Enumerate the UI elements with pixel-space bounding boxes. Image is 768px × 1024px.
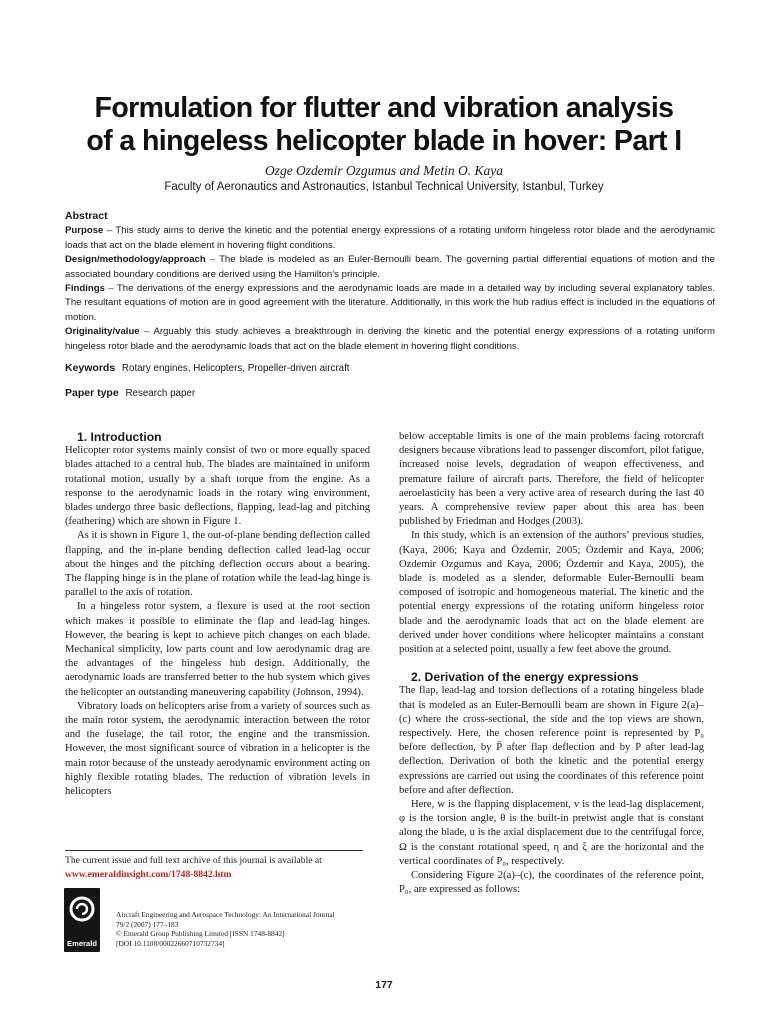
footnote-rule [65, 850, 363, 851]
abstract-heading: Abstract [65, 210, 108, 222]
abstract-text: – The derivations of the energy expressions and the aerodynamic loads are made in a detailed way by including several explanatory tables. The resultant equations of motion are in good agreement with the literature. Additionally, in this work the hub radius effect is included in the equations of motion. [65, 283, 715, 323]
title-line-2: of a hingeless helicopter blade in hover: Part I [86, 125, 682, 157]
journal-info-line: © Emerald Group Publishing Limited [ISSN 1748-8842] [116, 929, 285, 939]
abstract-label: Originality/value [65, 326, 140, 338]
section-heading-derivation: 2. Derivation of the energy expressions [411, 670, 639, 685]
authors: Ozge Ozdemir Ozgumus and Metin O. Kaya [264, 163, 504, 178]
logo-text: Emerald [67, 939, 97, 948]
emerald-logo-icon [64, 888, 100, 938]
keywords-label: Keywords [65, 362, 116, 374]
right-column [399, 430, 704, 898]
section-heading-introduction: 1. Introduction [77, 430, 162, 444]
body-paragraph: Helicopter rotor systems mainly consist of two or more equally spaced blades attached to a central hub. The blades are maintained in uniform rotational motion, usually by a shaft torque from the engine. As a response to the aerodynamic loads in the rotary wing environment, blades undergo three basic deflections, flapping, lead-lag and pitching (feathering) which are shown in Figure 1. [65, 445, 370, 528]
abstract-purpose [65, 224, 715, 253]
journal-info-line: Aircraft Engineering and Aerospace Technology: An International Journal [116, 910, 335, 919]
abstract-originality [65, 325, 715, 354]
title-line-1: Formulation for flutter and vibration analysis [94, 92, 674, 124]
body-paragraph: The flap, lead-lag and torsion deflections of a rotating hingeless blade that is modeled as an Euler-Bernoulli beam are shown in Figure 2(a)–(c) where the cross-sectional, the side and the top views are shown, respectively. Here, the chosen reference point is represented by P₀ before deflection, by P̄ after flap deflection and by P after lead-lag deflection. Derivation of both the kinetic and the potential energy expressions are carried out using the coordinates of this reference point before and after deflection. [399, 685, 704, 796]
body-paragraph: Vibratory loads on helicopters arise from a variety of sources such as the main rotor system, the aerodynamic interaction between the rotor and the fuselage, the tail rotor, the engine and the transmission. However, the most significant source of vibration in a helicopter is the main rotor because of the unsteady aerodynamic environment acting on highly flexible rotating blades. The reduction of vibration levels in helicopters [65, 700, 370, 798]
body-paragraph: In a hingeless rotor system, a flexure is used at the root section which makes it possible to eliminate the flap and lead-lag hinges. However, the bearing is kept to achieve pitch changes on each blade. Mechanical simplicity, low parts count and low aerodynamic drag are the advantages of the hingeless hub design. Additionally, the aerodynamic loads are transferred better to the hub system which gives the helicopter an outstanding maneuvering capability (Johnson, 1994). [65, 601, 370, 698]
abstract-text: – The blade is modeled as an Euler-Bernoulli beam. The governing partial differential equations of motion and the associated boundary conditions are derived using the Hamilton’s principle. [65, 254, 715, 280]
footnote-text: The current issue and full text archive of this journal is available at [65, 855, 322, 866]
abstract-label: Purpose [65, 225, 104, 237]
body-paragraph: Considering Figure 2(a)–(c), the coordinates of the reference point, P₀, are expressed as follows: [399, 870, 704, 896]
paper-type [65, 387, 195, 399]
emerald-logo [64, 888, 100, 952]
page-number: 177 [375, 979, 393, 991]
paper-type-text: Research paper [125, 388, 196, 399]
affiliation: Faculty of Aeronautics and Astronautics, Istanbul Technical University, Istanbul, Turkey [164, 181, 604, 193]
body-paragraph: As it is shown in Figure 1, the out-of-plane bending deflection called flapping, and the in-plane bending deflection called lead-lag occur about the hinges and the pitching deflection occurs about a bearing. The flapping hinge is in the plane of rotation while the lead-lag hinge is parallel to the axis of rotation. [65, 530, 370, 599]
journal-info-line: [DOI 10.1108/00022660710732734] [116, 938, 225, 948]
abstract-text: – This study aims to derive the kinetic and the potential energy expressions of a rotating uniform hingeless rotor blade and the aerodynamic loads that act on the blade element in hovering flight conditions. [65, 225, 715, 251]
abstract-text: – Arguably this study achieves a breakthrough in deriving the kinetic and the potential energy expressions of a rotating uniform hingeless rotor blade and the aerodynamic loads that act on the blade element in hovering flight conditions. [65, 326, 715, 352]
journal-info [116, 910, 335, 948]
abstract-design [65, 253, 715, 282]
body-paragraph: below acceptable limits is one of the main problems facing rotorcraft designers because vibrations lead to passenger discomfort, pilot fatigue, increased noise levels, degradation of weapon effectiveness, and premature failure of aircraft parts. Therefore, the field of helicopter aeroelasticity has been a very active area of research during the last 40 years. A comprehensive review paper about this area has been published by Friedman and Hodges (2003). [399, 431, 704, 528]
journal-info-line: 79/2 (2007) 177–183 [116, 919, 179, 929]
abstract-label: Findings [65, 283, 105, 295]
paper-title [40, 92, 728, 158]
paper-type-label: Paper type [65, 387, 119, 399]
abstract-findings [65, 282, 715, 325]
body-paragraph: In this study, which is an extension of the authors’ previous studies, (Kaya, 2006; Kaya and Özdemir, 2005; Özdemir and Kaya, 2006; Ozdemir Ozgumus and Kaya, 2006; Özdemir and Kaya, 2005), the blade is modeled as a slender, deformable Euler-Bernoulli beam composed of isotropic and homogeneous material. The kinetic and the potential energy expressions of the rotating uniform hingeless rotor blade and the aerodynamic loads that act on the blade element are derived under hover conditions where helicopter maintains a constant position at a selected point, usually a few feet above the ground. [399, 530, 704, 656]
keywords [65, 362, 350, 374]
keywords-text: Rotary engines, Helicopters, Propeller-driven aircraft [121, 363, 350, 374]
abstract [65, 209, 715, 354]
abstract-label: Design/methodology/approach [65, 254, 206, 266]
journal-link[interactable]: www.emeraldinsight.com/1748-8842.htm [65, 869, 232, 880]
footnote [65, 854, 370, 882]
left-column [65, 430, 370, 799]
body-paragraph: Here, w is the flapping displacement, v is the lead-lag displacement, φ is the torsion angle, θ is the built-in pretwist angle that is constant along the blade, u is the axial displacement due to the centrifugal force, Ω is the constant rotational speed, η and ξ are the horizontal and the vertical coordinates of P₀, respectively. [399, 799, 704, 867]
